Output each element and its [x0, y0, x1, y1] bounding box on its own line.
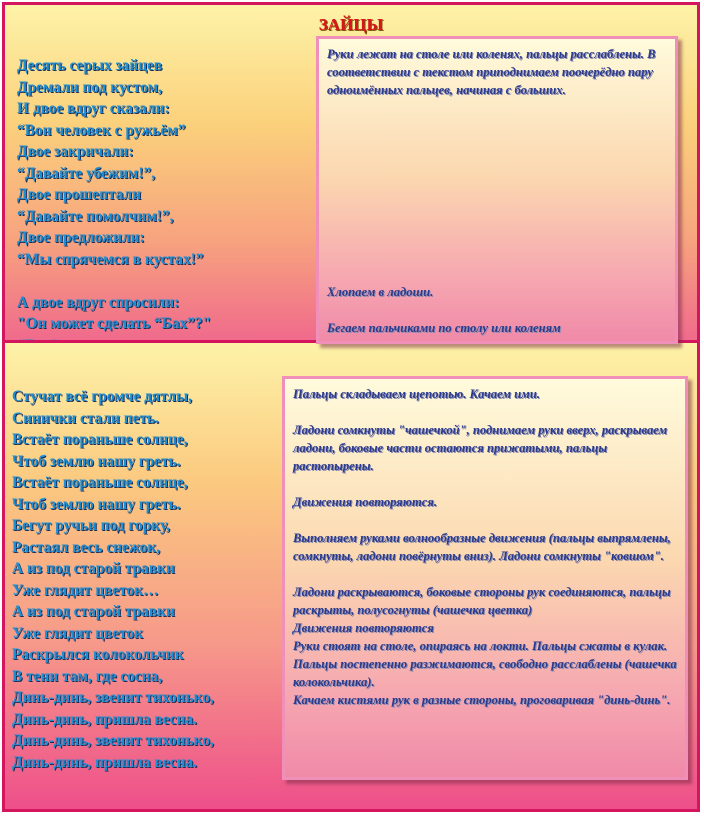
page-title: ЗАЙЦЫ	[318, 15, 384, 34]
poem-line: И двое вдруг сказали:	[17, 100, 170, 117]
spacer	[293, 511, 677, 529]
poem-line: "Он может сделать “Бах”?"	[17, 315, 212, 332]
poem-line: Чтоб землю нашу греть.	[12, 495, 181, 513]
poem-line: “Мы спрячемся в кустах!”	[17, 250, 204, 268]
poem-verse-bottom	[12, 386, 214, 773]
poem-line: Динь-динь, пришла весна.	[12, 753, 197, 771]
poem-line: “Вон человек с ружьём”	[17, 121, 186, 139]
poem-line: Стучат всё громче дятлы,	[12, 388, 192, 405]
poem-line: “Давайте убежим!”,	[17, 164, 156, 182]
instruction-text: Бегаем пальчиками по столу или коленям	[327, 321, 561, 335]
spacer	[293, 475, 677, 493]
poem-line: Встаёт пораньше солнце,	[12, 474, 188, 491]
poem-line: Двое закричали:	[17, 143, 134, 160]
instruction-text: Качаем кистями рук в разные стороны, проговаривая "динь-динь".	[293, 693, 671, 707]
poem-line: Десять серых зайцев	[17, 57, 163, 74]
poem-line: Динь-динь, пришла весна.	[12, 710, 197, 728]
poem-verse-top	[17, 55, 211, 356]
poem-line: Дремали под кустом,	[17, 78, 163, 96]
instruction-text: Ладони сомкнуты "чашечкой", поднимаем руки вверх, раскрываем ладони, боковые части остаются прижатыми, пальцы растопырены.	[293, 423, 668, 473]
poem-line: Динь-динь, звенит тихонько,	[12, 732, 214, 749]
poem-line: Динь-динь, звенит тихонько,	[12, 689, 214, 706]
poem-line: А из под старой травки	[12, 560, 175, 577]
spacer	[293, 565, 677, 583]
poem-line: Уже глядит цветок…	[12, 581, 159, 599]
instruction-text: Движения повторяются	[293, 621, 434, 635]
instruction-text: Хлопаем в ладоши.	[327, 285, 434, 299]
poem-line	[17, 270, 211, 292]
poem-line: Синички стали петь.	[12, 409, 159, 427]
poem-line: А из под старой травки	[12, 603, 175, 620]
instructions-box-bottom	[282, 376, 688, 780]
poem-line: Бегут ручьи под горку,	[12, 517, 170, 534]
poem-line: “Давайте помолчим!”,	[17, 207, 174, 225]
instruction-text: Ладони раскрываются, боковые стороны рук соединяются, пальцы раскрыты, полусогнуты (чашечка цветка)	[293, 585, 671, 617]
poem-line: Растаял весь снежок,	[12, 538, 161, 556]
poem-line: Уже глядит цветок	[12, 624, 144, 642]
instruction-text: Руки стоят на столе, опираясь на локти. Пальцы сжаты в кулак. Пальцы постепенно разжимаются, свободно расслаблены (чашечка колокольчика).	[293, 639, 677, 689]
instruction-text: Пальцы складываем щепотью. Качаем ими.	[293, 387, 540, 401]
instructions-box-top	[316, 36, 678, 344]
poem-line: Чтоб землю нашу греть.	[12, 452, 181, 470]
instruction-text: Движения повторяются.	[293, 495, 437, 509]
poem-line: А двое вдруг спросили:	[17, 293, 180, 311]
poem-line: Раскрылся колокольчик	[12, 646, 184, 663]
poem-line: Двое прошептали	[17, 186, 142, 203]
instruction-text: Руки лежат на столе или коленях, пальцы расслаблены. В соответствии с текстом приподнимаем поочерёдно пару одноимённых пальцев, начиная с больших.	[327, 47, 656, 97]
instruction-text: Выполняем руками волнообразные движения (пальцы выпрямлены, сомкнуты, ладони повёрнуты вниз). Ладони сомкнуты "ковшом".	[293, 531, 671, 563]
poem-line: Двое предложили:	[17, 229, 145, 246]
spacer	[293, 403, 677, 421]
poem-line: Встаёт пораньше солнце,	[12, 431, 188, 448]
poem-line: В тени там, где сосна,	[12, 667, 163, 685]
